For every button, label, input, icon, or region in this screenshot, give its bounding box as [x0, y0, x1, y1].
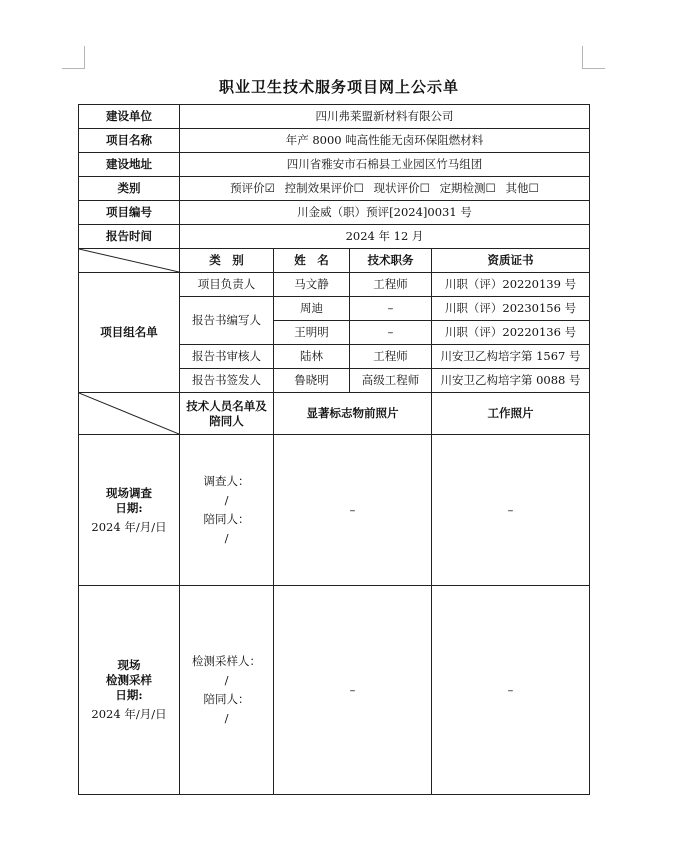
team-cert: 川职（评）20220139 号	[432, 273, 590, 297]
unit-label: 建设单位	[79, 105, 180, 129]
team-role: 项目负责人	[180, 273, 274, 297]
sampling-date: 2024 年/月/日	[91, 707, 167, 721]
crop-mark-top-left	[62, 46, 85, 69]
sampling-label	[79, 586, 180, 795]
sampling-staff-label: 检测采样人：	[192, 654, 261, 668]
unit-value: 四川弗莱盟新材料有限公司	[180, 105, 590, 129]
row-category	[79, 177, 590, 201]
project-name-value: 年产 8000 吨高性能无卤环保阻燃材料	[180, 129, 590, 153]
team-header-cert: 资质证书	[432, 249, 590, 273]
survey-staff-value: /	[224, 493, 229, 507]
sampling-label-line1: 现场	[117, 658, 141, 672]
team-title: –	[350, 297, 432, 321]
team-name: 陆林	[274, 345, 350, 369]
survey-label-line1: 现场调查	[106, 485, 152, 500]
publicity-form-table	[78, 104, 590, 795]
team-section-label: 项目组名单	[79, 273, 180, 393]
category-option-control-effect: 控制效果评价☐	[284, 181, 364, 195]
row-unit	[79, 105, 590, 129]
team-name: 王明明	[274, 321, 350, 345]
team-role: 报告书签发人	[180, 369, 274, 393]
team-role: 报告书审核人	[180, 345, 274, 369]
team-row	[79, 273, 590, 297]
team-cert: 川安卫乙构培字第 0088 号	[432, 369, 590, 393]
project-name-label: 项目名称	[79, 129, 180, 153]
row-project-name	[79, 129, 590, 153]
category-label: 类别	[79, 177, 180, 201]
sampling-staff-value: /	[224, 673, 229, 687]
field-header-work-photo: 工作照片	[432, 393, 590, 435]
survey-label	[79, 435, 180, 586]
team-header-category: 类 别	[180, 249, 274, 273]
crop-mark-top-right	[582, 46, 605, 69]
category-option-status-eval: 现状评价☐	[373, 181, 430, 195]
survey-date: 2024 年/月/日	[91, 519, 167, 534]
field-header-staff: 技术人员名单及陪同人	[180, 393, 274, 435]
code-label: 项目编号	[79, 201, 180, 225]
team-cert: 川安卫乙构培字第 1567 号	[432, 345, 590, 369]
category-option-pre-eval: 预评价☑	[230, 181, 275, 195]
survey-label-line2: 日期:	[115, 500, 143, 515]
sampling-row	[79, 586, 590, 795]
field-header-landmark-photo: 显著标志物前照片	[274, 393, 432, 435]
address-value: 四川省雅安市石棉县工业园区竹马组团	[180, 153, 590, 177]
document-title: 职业卫生技术服务项目网上公示单	[218, 78, 459, 96]
team-role: 报告书编写人	[180, 297, 274, 345]
survey-work-photo: –	[432, 435, 590, 586]
team-header-name: 姓 名	[274, 249, 350, 273]
report-time-label: 报告时间	[79, 225, 180, 249]
team-cert: 川职（评）20230156 号	[432, 297, 590, 321]
team-header-row	[79, 249, 590, 273]
category-option-other: 其他☐	[505, 181, 539, 195]
team-title: 工程师	[350, 273, 432, 297]
survey-staff-label: 调查人：	[203, 474, 250, 488]
survey-row	[79, 435, 590, 586]
team-name: 马文静	[274, 273, 350, 297]
team-title: –	[350, 321, 432, 345]
address-label: 建设地址	[79, 153, 180, 177]
category-options	[180, 177, 590, 201]
field-header-row	[79, 393, 590, 435]
survey-landmark-photo: –	[274, 435, 432, 586]
survey-escort-label: 陪同人：	[203, 512, 250, 526]
survey-staff-cell	[180, 435, 274, 586]
sampling-work-photo: –	[432, 586, 590, 795]
report-time-value: 2024 年 12 月	[180, 225, 590, 249]
diagonal-line	[79, 393, 179, 434]
survey-escort-value: /	[224, 531, 229, 545]
code-value: 川金威（职）预评[2024]0031 号	[180, 201, 590, 225]
row-code	[79, 201, 590, 225]
row-address	[79, 153, 590, 177]
sampling-landmark-photo: –	[274, 586, 432, 795]
sampling-label-line2: 检测采样	[106, 673, 152, 687]
team-name: 鲁晓明	[274, 369, 350, 393]
team-title: 高级工程师	[350, 369, 432, 393]
diagonal-header-cell	[79, 393, 180, 435]
team-name: 周迪	[274, 297, 350, 321]
sampling-escort-label: 陪同人：	[203, 692, 250, 706]
sampling-escort-value: /	[224, 711, 229, 725]
team-header-title: 技术职务	[350, 249, 432, 273]
diagonal-header-cell	[79, 249, 180, 273]
sampling-label-line3: 日期:	[115, 688, 143, 702]
sampling-staff-cell	[180, 586, 274, 795]
row-report-time	[79, 225, 590, 249]
category-option-periodic: 定期检测☐	[439, 181, 496, 195]
team-cert: 川职（评）20220136 号	[432, 321, 590, 345]
team-title: 工程师	[350, 345, 432, 369]
diagonal-line	[79, 249, 179, 272]
